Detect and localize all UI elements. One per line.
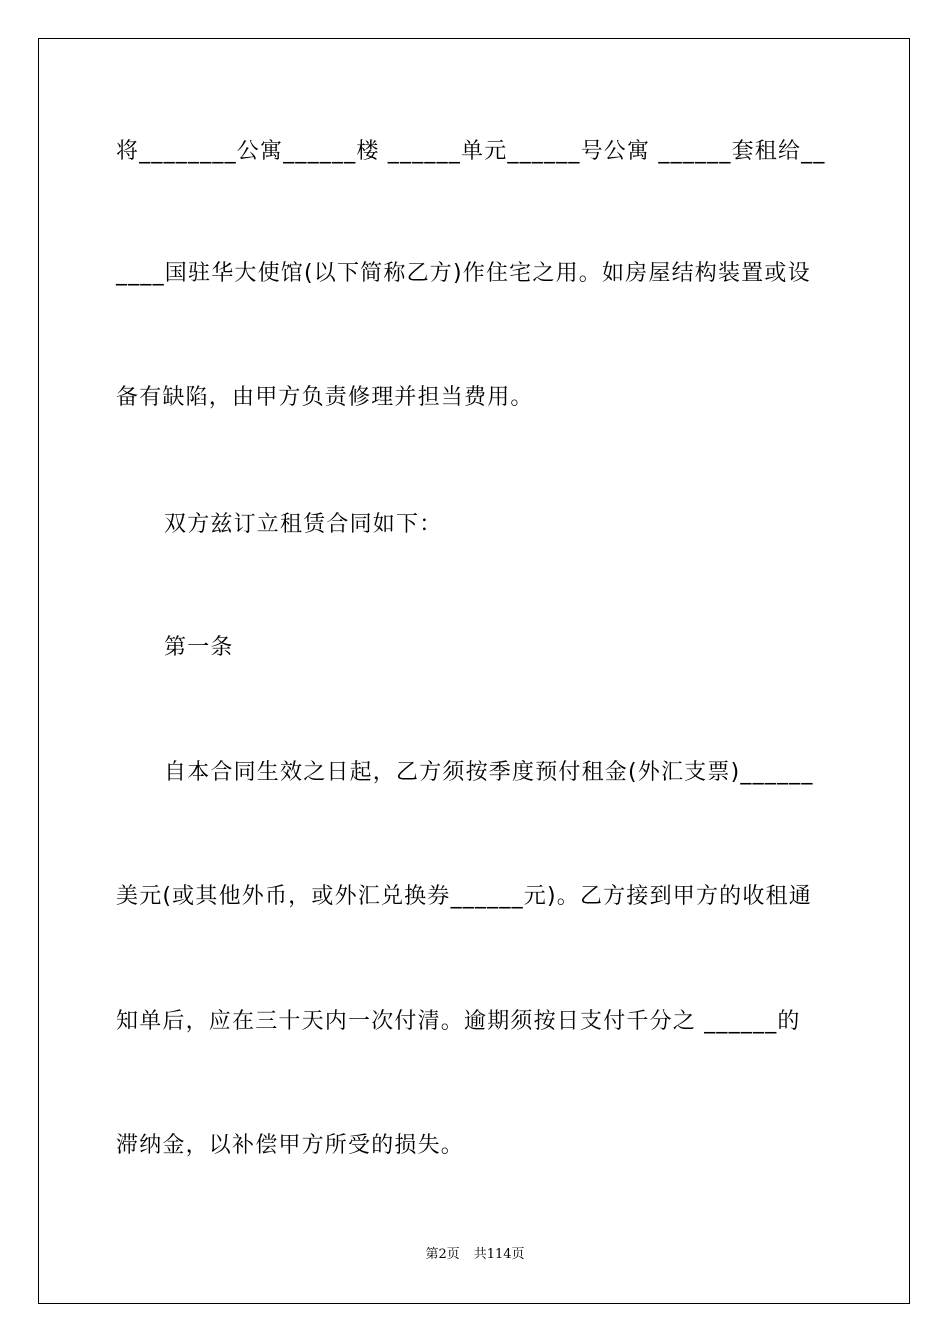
page-footer	[0, 1246, 950, 1264]
total-pages: 共114页	[473, 1247, 525, 1262]
text-line-9: 滞纳金，以补偿甲方所受的损失。	[116, 1133, 465, 1158]
text-line-4: 双方兹订立租赁合同如下：	[164, 512, 443, 537]
text-line-8: 知单后，应在三十天内一次付清。逾期须按日支付千分之 ______的	[116, 1009, 801, 1034]
text-line-6: 自本合同生效之日起，乙方须按季度预付租金(外汇支票)______	[164, 760, 814, 785]
text-line-7: 美元(或其他外币，或外汇兑换券______元)。乙方接到甲方的收租通	[116, 884, 812, 909]
page-number: 第2页	[425, 1247, 460, 1262]
text-line-2: ____国驻华大使馆(以下简称乙方)作住宅之用。如房屋结构装置或设	[116, 261, 811, 286]
text-line-1: 将________公寓______楼 ______单元______号公寓 ______套租给__	[116, 139, 826, 164]
text-line-3: 备有缺陷，由甲方负责修理并担当费用。	[116, 385, 534, 410]
page-frame	[38, 38, 910, 1304]
article-heading: 第一条	[164, 635, 234, 660]
